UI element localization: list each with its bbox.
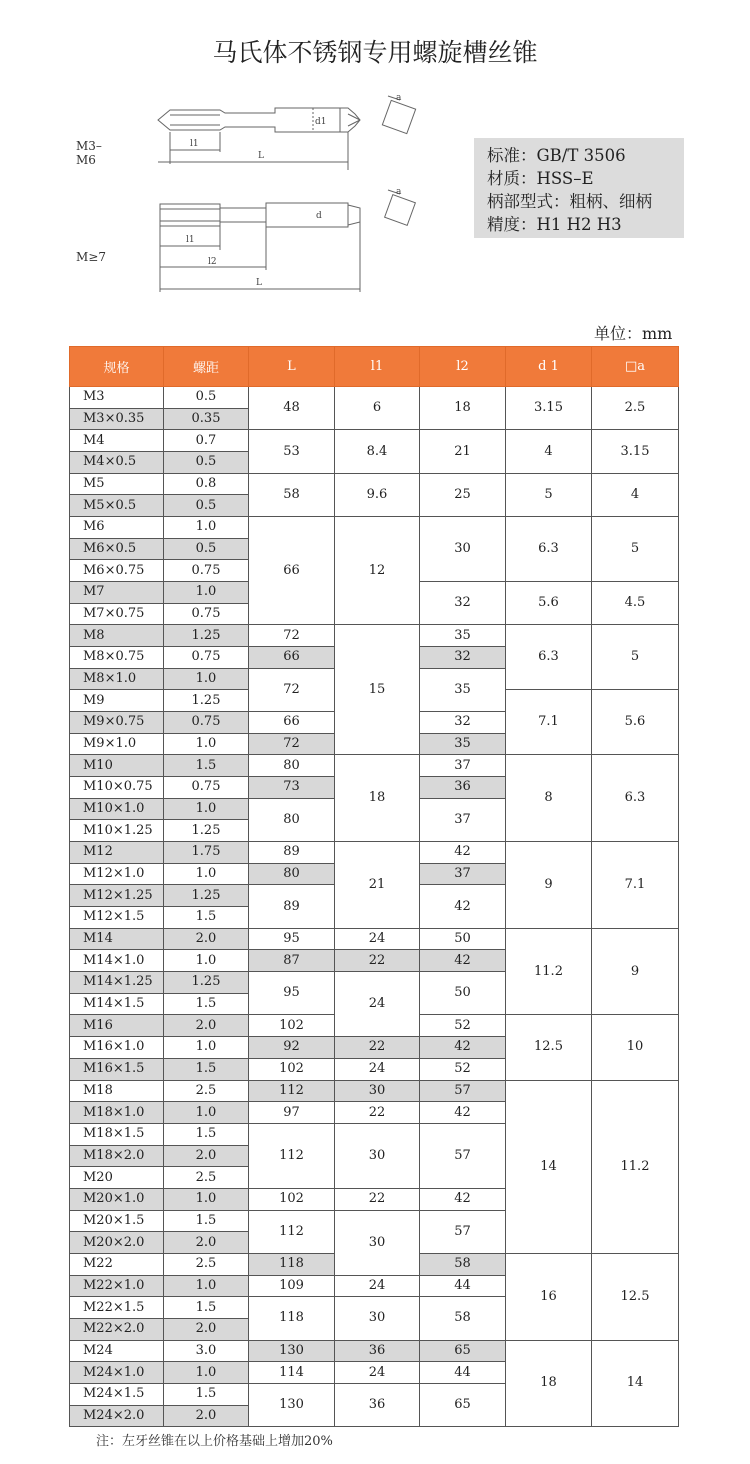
cell-l2: 42 (420, 842, 506, 864)
dim-a-lower: a (396, 187, 402, 197)
table-row (70, 473, 679, 495)
cell-a: 14 (592, 1340, 679, 1427)
cell-l1: 8.4 (335, 430, 420, 473)
dim-l1-lower: l1 (186, 235, 195, 245)
cell-pitch: 1.0 (164, 733, 249, 755)
cell-a: 5 (592, 517, 679, 582)
cell-pitch: 1.5 (164, 1210, 249, 1232)
cell-pitch: 0.5 (164, 452, 249, 474)
cell-l1: 12 (335, 517, 420, 625)
diagram-label-small: M3–M6 (76, 139, 102, 167)
cell-L: 72 (249, 733, 335, 755)
header-d1: d 1 (506, 347, 592, 387)
cell-pitch: 2.0 (164, 928, 249, 950)
cell-l2: 42 (420, 1102, 506, 1124)
header-pitch: 螺距 (164, 347, 249, 387)
cell-pitch: 1.0 (164, 1102, 249, 1124)
cell-l1: 30 (335, 1210, 420, 1275)
cell-l2: 58 (420, 1253, 506, 1275)
cell-l1: 30 (335, 1080, 420, 1102)
cell-l1: 6 (335, 387, 420, 430)
cell-l2: 35 (420, 733, 506, 755)
spec-table (69, 346, 679, 1427)
cell-spec: M10×0.75 (70, 777, 164, 799)
header-a: □a (592, 347, 679, 387)
cell-spec: M4 (70, 430, 164, 452)
table-row (70, 842, 679, 864)
cell-L: 66 (249, 712, 335, 734)
cell-l1: 24 (335, 1362, 420, 1384)
cell-spec: M12×1.5 (70, 907, 164, 929)
cell-pitch: 1.0 (164, 668, 249, 690)
cell-L: 118 (249, 1253, 335, 1275)
cell-d1: 8 (506, 755, 592, 842)
cell-pitch: 1.0 (164, 798, 249, 820)
cell-spec: M18×1.5 (70, 1123, 164, 1145)
table-row (70, 1080, 679, 1102)
cell-d1: 6.3 (506, 625, 592, 690)
cell-spec: M7×0.75 (70, 603, 164, 625)
cell-L: 130 (249, 1383, 335, 1426)
cell-l1: 30 (335, 1123, 420, 1188)
cell-pitch: 1.5 (164, 1058, 249, 1080)
tap-drawing-svg (70, 92, 450, 302)
cell-d1: 18 (506, 1340, 592, 1427)
cell-l2: 58 (420, 1297, 506, 1340)
cell-l2: 18 (420, 387, 506, 430)
table-row (70, 625, 679, 647)
cell-pitch: 2.0 (164, 1145, 249, 1167)
cell-l2: 44 (420, 1275, 506, 1297)
cell-spec: M16×1.5 (70, 1058, 164, 1080)
cell-l2: 52 (420, 1058, 506, 1080)
cell-pitch: 1.75 (164, 842, 249, 864)
cell-L: 118 (249, 1297, 335, 1340)
cell-pitch: 2.5 (164, 1167, 249, 1189)
spec-standard: 标准：GB/T 3506 (487, 146, 626, 165)
cell-spec: M22 (70, 1253, 164, 1275)
cell-l2: 32 (420, 647, 506, 669)
cell-a: 4.5 (592, 582, 679, 625)
cell-spec: M12 (70, 842, 164, 864)
cell-pitch: 0.75 (164, 712, 249, 734)
table-row (70, 517, 679, 539)
dim-l1-upper: l1 (190, 139, 199, 149)
cell-spec: M22×2.0 (70, 1318, 164, 1340)
table-row (70, 928, 679, 950)
cell-l1: 24 (335, 972, 420, 1037)
cell-spec: M3×0.35 (70, 408, 164, 430)
cell-L: 95 (249, 928, 335, 950)
cell-pitch: 0.75 (164, 647, 249, 669)
cell-a: 5.6 (592, 690, 679, 755)
cell-pitch: 1.5 (164, 755, 249, 777)
cell-pitch: 2.0 (164, 1015, 249, 1037)
cell-l2: 50 (420, 972, 506, 1015)
cell-l2: 36 (420, 777, 506, 799)
cell-spec: M6 (70, 517, 164, 539)
cell-pitch: 1.5 (164, 907, 249, 929)
cell-spec: M14×1.0 (70, 950, 164, 972)
cell-spec: M14×1.25 (70, 972, 164, 994)
cell-spec: M18×2.0 (70, 1145, 164, 1167)
diagram-label-large: M≥7 (76, 250, 106, 264)
cell-l2: 37 (420, 863, 506, 885)
cell-spec: M4×0.5 (70, 452, 164, 474)
cell-L: 48 (249, 387, 335, 430)
cell-L: 58 (249, 473, 335, 516)
cell-l1: 22 (335, 1102, 420, 1124)
spec-shank: 柄部型式：粗柄、细柄 (487, 192, 652, 211)
cell-a: 3.15 (592, 430, 679, 473)
table-row (70, 430, 679, 452)
cell-l1: 24 (335, 1275, 420, 1297)
cell-spec: M16×1.0 (70, 1037, 164, 1059)
cell-d1: 4 (506, 430, 592, 473)
cell-spec: M20 (70, 1167, 164, 1189)
cell-spec: M9 (70, 690, 164, 712)
cell-l2: 42 (420, 885, 506, 928)
header-l2: l2 (420, 347, 506, 387)
cell-spec: M12×1.0 (70, 863, 164, 885)
cell-spec: M20×1.5 (70, 1210, 164, 1232)
cell-l2: 42 (420, 1037, 506, 1059)
cell-spec: M8×1.0 (70, 668, 164, 690)
cell-l1: 22 (335, 950, 420, 972)
cell-pitch: 0.7 (164, 430, 249, 452)
cell-pitch: 1.5 (164, 1383, 249, 1405)
cell-pitch: 1.5 (164, 993, 249, 1015)
cell-d1: 3.15 (506, 387, 592, 430)
cell-spec: M3 (70, 387, 164, 409)
footnote: 注：左牙丝锥在以上价格基础上增加20% (96, 1434, 333, 1449)
cell-spec: M16 (70, 1015, 164, 1037)
cell-L: 89 (249, 885, 335, 928)
cell-spec: M22×1.5 (70, 1297, 164, 1319)
cell-L: 73 (249, 777, 335, 799)
cell-d1: 11.2 (506, 928, 592, 1015)
cell-spec: M14×1.5 (70, 993, 164, 1015)
cell-l2: 44 (420, 1362, 506, 1384)
cell-L: 102 (249, 1058, 335, 1080)
cell-pitch: 0.8 (164, 473, 249, 495)
header-L: L (249, 347, 335, 387)
cell-pitch: 3.0 (164, 1340, 249, 1362)
cell-spec: M5 (70, 473, 164, 495)
cell-spec: M14 (70, 928, 164, 950)
dim-l2-lower: l2 (208, 257, 217, 267)
cell-pitch: 2.0 (164, 1318, 249, 1340)
cell-l1: 24 (335, 1058, 420, 1080)
cell-L: 53 (249, 430, 335, 473)
cell-pitch: 0.75 (164, 560, 249, 582)
cell-pitch: 0.75 (164, 777, 249, 799)
cell-pitch: 1.0 (164, 1362, 249, 1384)
cell-pitch: 0.75 (164, 603, 249, 625)
cell-L: 114 (249, 1362, 335, 1384)
cell-L: 80 (249, 755, 335, 777)
cell-l2: 65 (420, 1383, 506, 1426)
cell-spec: M9×1.0 (70, 733, 164, 755)
cell-pitch: 2.0 (164, 1232, 249, 1254)
cell-L: 130 (249, 1340, 335, 1362)
cell-l2: 57 (420, 1123, 506, 1188)
table-row (70, 755, 679, 777)
cell-spec: M10×1.25 (70, 820, 164, 842)
header-l1: l1 (335, 347, 420, 387)
cell-spec: M18 (70, 1080, 164, 1102)
cell-d1: 16 (506, 1253, 592, 1340)
cell-L: 102 (249, 1188, 335, 1210)
cell-L: 80 (249, 798, 335, 841)
cell-pitch: 1.0 (164, 950, 249, 972)
cell-spec: M24×2.0 (70, 1405, 164, 1427)
cell-spec: M6×0.5 (70, 538, 164, 560)
spec-precision: 精度：H1 H2 H3 (487, 215, 622, 234)
cell-L: 102 (249, 1015, 335, 1037)
cell-pitch: 1.0 (164, 582, 249, 604)
page-title: 马氏体不锈钢专用螺旋槽丝锥 (212, 38, 538, 67)
cell-a: 2.5 (592, 387, 679, 430)
cell-spec: M24×1.5 (70, 1383, 164, 1405)
cell-l1: 21 (335, 842, 420, 929)
cell-l2: 65 (420, 1340, 506, 1362)
cell-pitch: 0.5 (164, 387, 249, 409)
cell-d1: 12.5 (506, 1015, 592, 1080)
cell-L: 66 (249, 517, 335, 625)
cell-pitch: 1.5 (164, 1123, 249, 1145)
cell-L: 109 (249, 1275, 335, 1297)
dim-a-upper: a (396, 93, 402, 103)
cell-spec: M22×1.0 (70, 1275, 164, 1297)
cell-spec: M24 (70, 1340, 164, 1362)
dim-d: d (316, 211, 322, 221)
cell-pitch: 0.35 (164, 408, 249, 430)
cell-pitch: 1.25 (164, 625, 249, 647)
cell-pitch: 0.5 (164, 538, 249, 560)
cell-spec: M12×1.25 (70, 885, 164, 907)
table-header-row (70, 347, 679, 387)
cell-L: 112 (249, 1123, 335, 1188)
table-row (70, 387, 679, 409)
cell-L: 112 (249, 1210, 335, 1253)
cell-l2: 21 (420, 430, 506, 473)
cell-l2: 52 (420, 1015, 506, 1037)
cell-a: 9 (592, 928, 679, 1015)
dim-L-lower: L (256, 278, 262, 288)
cell-l2: 57 (420, 1210, 506, 1253)
cell-spec: M5×0.5 (70, 495, 164, 517)
cell-pitch: 1.25 (164, 885, 249, 907)
cell-L: 112 (249, 1080, 335, 1102)
cell-l2: 30 (420, 517, 506, 582)
cell-spec: M24×1.0 (70, 1362, 164, 1384)
cell-l2: 37 (420, 798, 506, 841)
cell-l1: 22 (335, 1188, 420, 1210)
cell-a: 7.1 (592, 842, 679, 929)
cell-d1: 5.6 (506, 582, 592, 625)
cell-l2: 50 (420, 928, 506, 950)
cell-pitch: 1.25 (164, 972, 249, 994)
cell-spec: M9×0.75 (70, 712, 164, 734)
cell-l1: 9.6 (335, 473, 420, 516)
spec-box (474, 138, 684, 238)
cell-spec: M7 (70, 582, 164, 604)
cell-pitch: 2.0 (164, 1405, 249, 1427)
cell-L: 72 (249, 625, 335, 647)
cell-l2: 57 (420, 1080, 506, 1102)
cell-pitch: 1.25 (164, 820, 249, 842)
cell-spec: M10 (70, 755, 164, 777)
spec-material: 材质：HSS–E (487, 169, 594, 188)
cell-l2: 32 (420, 712, 506, 734)
cell-l2: 32 (420, 582, 506, 625)
cell-L: 92 (249, 1037, 335, 1059)
cell-l1: 15 (335, 625, 420, 755)
cell-pitch: 1.25 (164, 690, 249, 712)
cell-l1: 36 (335, 1383, 420, 1426)
cell-pitch: 0.5 (164, 495, 249, 517)
cell-L: 95 (249, 972, 335, 1015)
cell-l1: 36 (335, 1340, 420, 1362)
cell-l2: 42 (420, 1188, 506, 1210)
cell-L: 89 (249, 842, 335, 864)
cell-l1: 30 (335, 1297, 420, 1340)
cell-spec: M10×1.0 (70, 798, 164, 820)
cell-l2: 42 (420, 950, 506, 972)
cell-d1: 9 (506, 842, 592, 929)
cell-spec: M20×2.0 (70, 1232, 164, 1254)
cell-L: 97 (249, 1102, 335, 1124)
cell-L: 72 (249, 668, 335, 711)
cell-d1: 5 (506, 473, 592, 516)
table-row (70, 1340, 679, 1362)
cell-pitch: 1.0 (164, 1037, 249, 1059)
cell-spec: M20×1.0 (70, 1188, 164, 1210)
cell-l2: 37 (420, 755, 506, 777)
cell-d1: 14 (506, 1080, 592, 1253)
cell-spec: M18×1.0 (70, 1102, 164, 1124)
cell-pitch: 1.0 (164, 863, 249, 885)
dim-L-upper: L (258, 151, 264, 161)
cell-pitch: 1.5 (164, 1297, 249, 1319)
cell-d1: 6.3 (506, 517, 592, 582)
cell-a: 4 (592, 473, 679, 516)
cell-L: 87 (249, 950, 335, 972)
cell-spec: M8×0.75 (70, 647, 164, 669)
unit-label: 单位：mm (594, 324, 673, 343)
cell-pitch: 1.0 (164, 1275, 249, 1297)
cell-pitch: 2.5 (164, 1253, 249, 1275)
cell-a: 6.3 (592, 755, 679, 842)
cell-pitch: 1.0 (164, 1188, 249, 1210)
cell-L: 80 (249, 863, 335, 885)
cell-a: 10 (592, 1015, 679, 1080)
cell-a: 11.2 (592, 1080, 679, 1253)
cell-a: 5 (592, 625, 679, 690)
header-spec: 规格 (70, 347, 164, 387)
cell-pitch: 1.0 (164, 517, 249, 539)
cell-d1: 7.1 (506, 690, 592, 755)
cell-l1: 22 (335, 1037, 420, 1059)
cell-l2: 35 (420, 668, 506, 711)
dim-d1: d1 (315, 117, 327, 127)
cell-l1: 24 (335, 928, 420, 950)
cell-l2: 25 (420, 473, 506, 516)
cell-l1: 18 (335, 755, 420, 842)
cell-pitch: 2.5 (164, 1080, 249, 1102)
cell-L: 66 (249, 647, 335, 669)
cell-a: 12.5 (592, 1253, 679, 1340)
cell-spec: M8 (70, 625, 164, 647)
cell-l2: 35 (420, 625, 506, 647)
cell-spec: M6×0.75 (70, 560, 164, 582)
